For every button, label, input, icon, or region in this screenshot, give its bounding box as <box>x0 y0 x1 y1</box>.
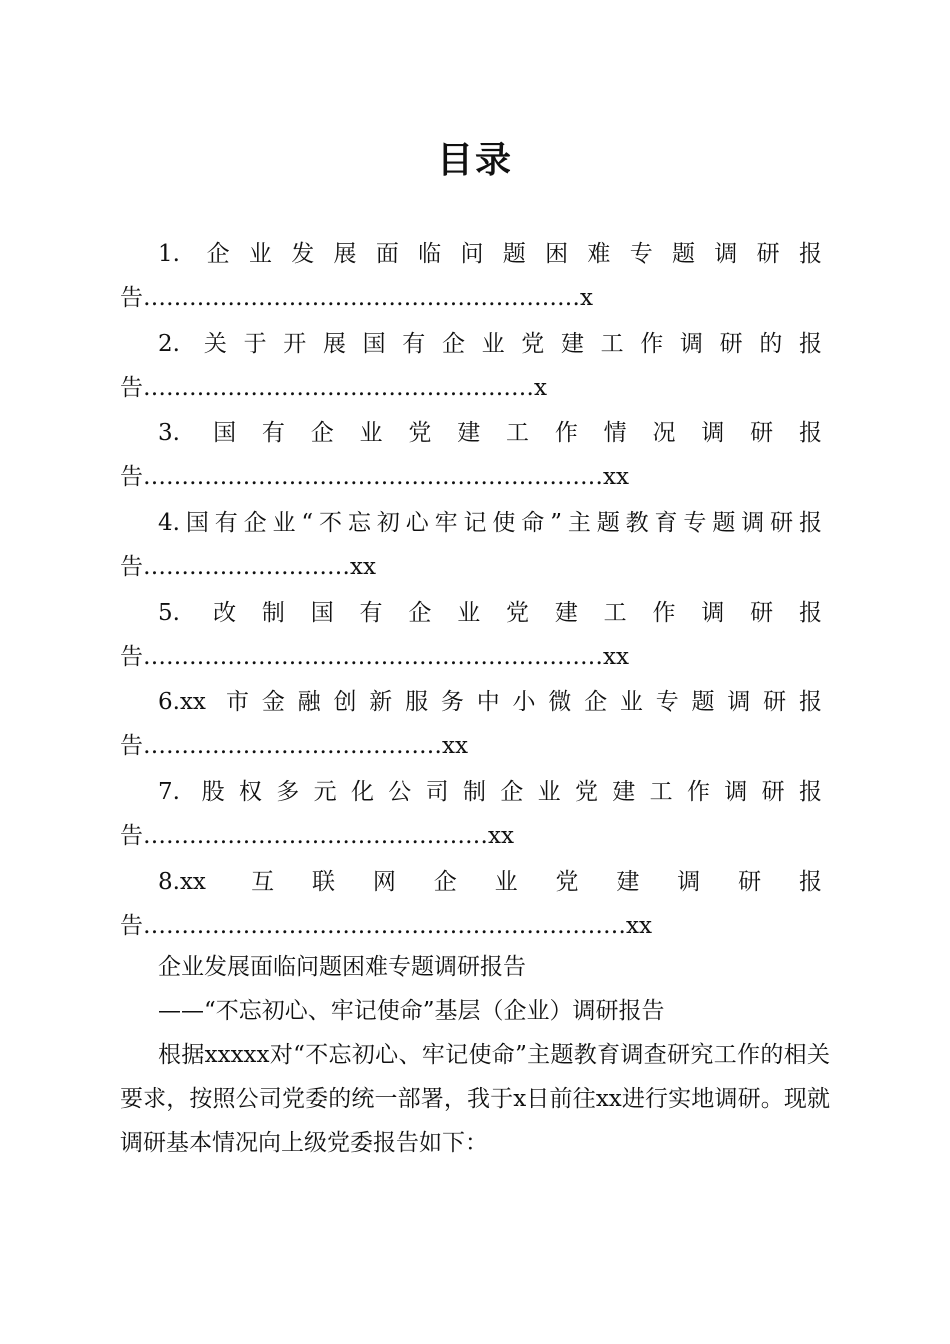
article-body <box>120 945 830 1165</box>
toc-entry-4[interactable] <box>120 501 822 591</box>
toc-entry-title: 5. 改制国有企业党建工作调研报 <box>158 599 822 626</box>
toc-entry-leader: 告…………………………………xx <box>120 733 468 760</box>
toc-entry-7[interactable] <box>120 770 822 860</box>
table-of-contents <box>120 232 822 950</box>
toc-entry-leader: 告……………………………………………x <box>120 374 547 401</box>
toc-entry-5[interactable] <box>120 591 822 681</box>
article-title: 企业发展面临问题困难专题调研报告 <box>158 954 526 980</box>
toc-entry-8[interactable] <box>120 860 822 950</box>
article-subtitle: ——“不忘初心、牢记使命”基层（企业）调研报告 <box>158 998 665 1024</box>
toc-title: 目录 <box>436 139 513 181</box>
toc-entry-2[interactable] <box>120 322 822 412</box>
toc-entry-title: 8.xx 互联网企业党建调研报 <box>158 868 822 895</box>
toc-entry-leader: 告………………………………………………………xx <box>120 912 652 939</box>
toc-entry-title: 7. 股权多元化公司制企业党建工作调研报 <box>158 779 822 806</box>
toc-entry-leader: 告………………………………………xx <box>120 823 514 850</box>
article-paragraph: 根据xxxxx对“不忘初心、牢记使命”主题教育调查研究工作的相关要求，按照公司党委的统一部署，我于x日前往xx进行实地调研。现就调研基本情况向上级党委报告如下： <box>120 1042 830 1156</box>
toc-entry-leader: 告…………………………………………………x <box>120 285 593 311</box>
toc-entry-3[interactable] <box>120 411 822 501</box>
toc-entry-leader: 告………………………xx <box>120 554 376 581</box>
toc-entry-title: 4.国有企业“不忘初心牢记使命”主题教育专题调研报 <box>158 510 822 537</box>
toc-entry-title: 3. 国有企业党建工作情况调研报 <box>158 420 822 447</box>
toc-entry-title: 1. 企业发展面临问题困难专题调研报 <box>158 241 822 267</box>
toc-entry-title: 6.xx 市金融创新服务中小微企业专题调研报 <box>158 689 822 716</box>
toc-entry-title: 2. 关于开展国有企业党建工作调研的报 <box>158 330 822 357</box>
toc-entry-1[interactable] <box>120 232 822 322</box>
toc-entry-leader: 告……………………………………………………xx <box>120 464 629 491</box>
toc-entry-6[interactable] <box>120 680 822 770</box>
toc-entry-leader: 告……………………………………………………xx <box>120 643 629 670</box>
